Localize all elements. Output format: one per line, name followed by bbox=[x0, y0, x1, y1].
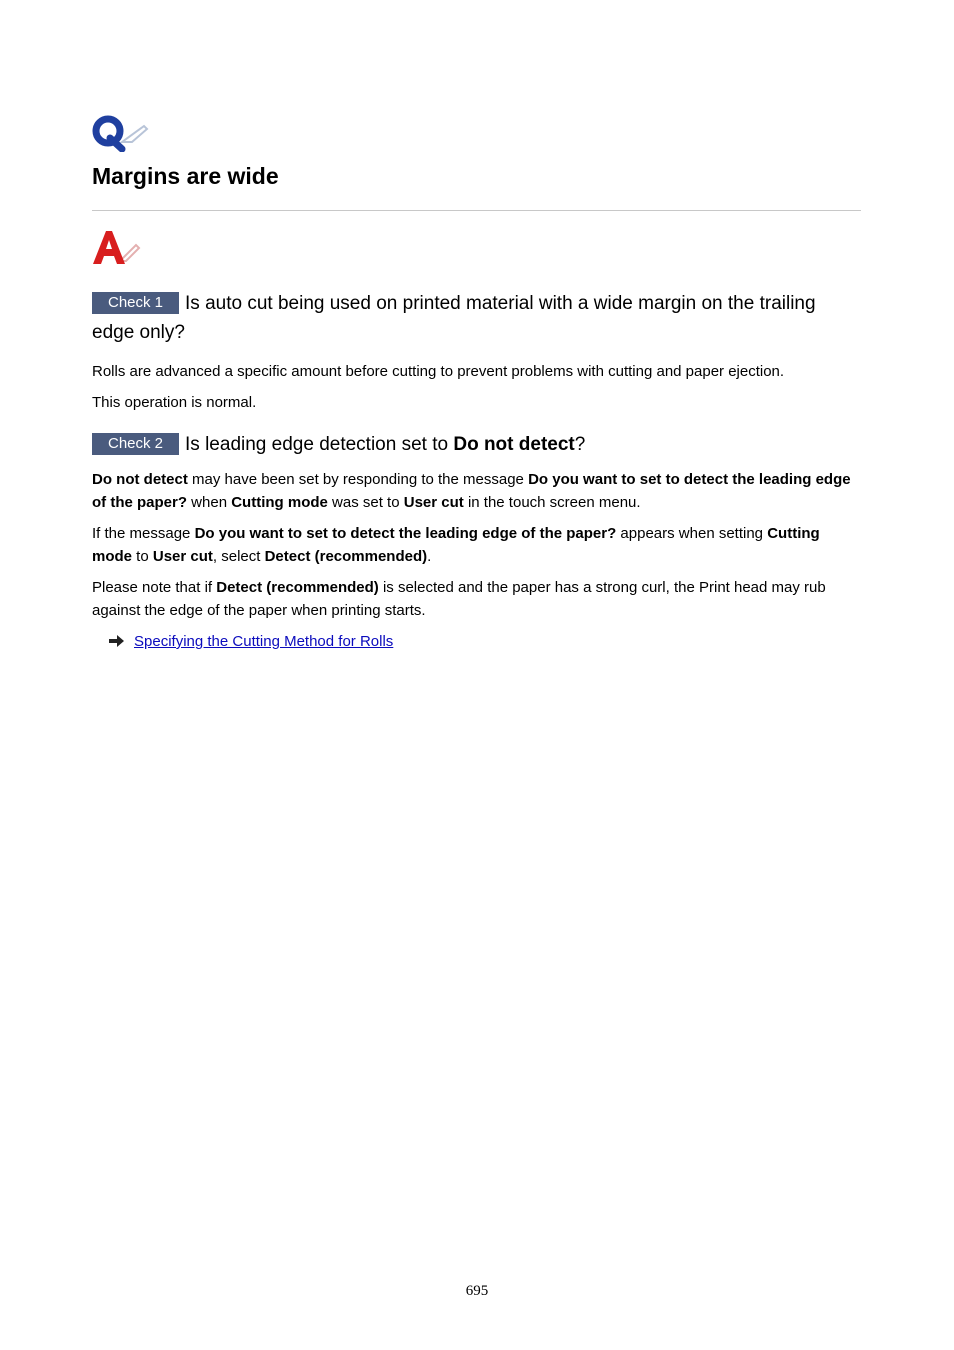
page-number: 695 bbox=[465, 1283, 489, 1299]
a-letter-icon bbox=[92, 228, 142, 268]
check-2-heading: Check 2 Is leading edge detection set to Do not detect? bbox=[92, 430, 862, 459]
check-1-section bbox=[92, 289, 862, 422]
related-link-line bbox=[92, 630, 862, 653]
page-title: Margins are wide bbox=[92, 163, 279, 189]
right-arrow-icon bbox=[109, 635, 125, 647]
q-letter-icon bbox=[92, 112, 150, 152]
check-1-heading bbox=[92, 289, 862, 347]
check-2-badge: Check 2 bbox=[92, 433, 179, 455]
check-1-para-1: Rolls are advanced a specific amount before cutting to prevent problems with cutting and paper ejection. bbox=[92, 363, 785, 380]
divider bbox=[92, 210, 861, 211]
check-1-badge: Check 1 bbox=[92, 292, 179, 314]
cutting-method-link[interactable]: Specifying the Cutting Method for Rolls bbox=[134, 633, 394, 650]
check-1-para-2: This operation is normal. bbox=[92, 394, 257, 411]
check-2-para-2: If the message Do you want to set to detect the leading edge of the paper? appears when setting Cutting mode to User cut, select Detect (recommended). bbox=[92, 525, 820, 565]
check-1-question: Is auto cut being used on printed material with a wide margin on the trailing edge only? bbox=[92, 293, 816, 343]
check-2-para-3: Please note that if Detect (recommended) is selected and the paper has a strong curl, the Print head may rub against the edge of the paper when printing starts. bbox=[92, 579, 826, 619]
check-2-para-1: Do not detect may have been set by responding to the message Do you want to set to detect the leading edge of the paper? when Cutting mode was set to User cut in the touch screen menu. bbox=[92, 471, 851, 511]
check-2-section bbox=[92, 430, 862, 653]
